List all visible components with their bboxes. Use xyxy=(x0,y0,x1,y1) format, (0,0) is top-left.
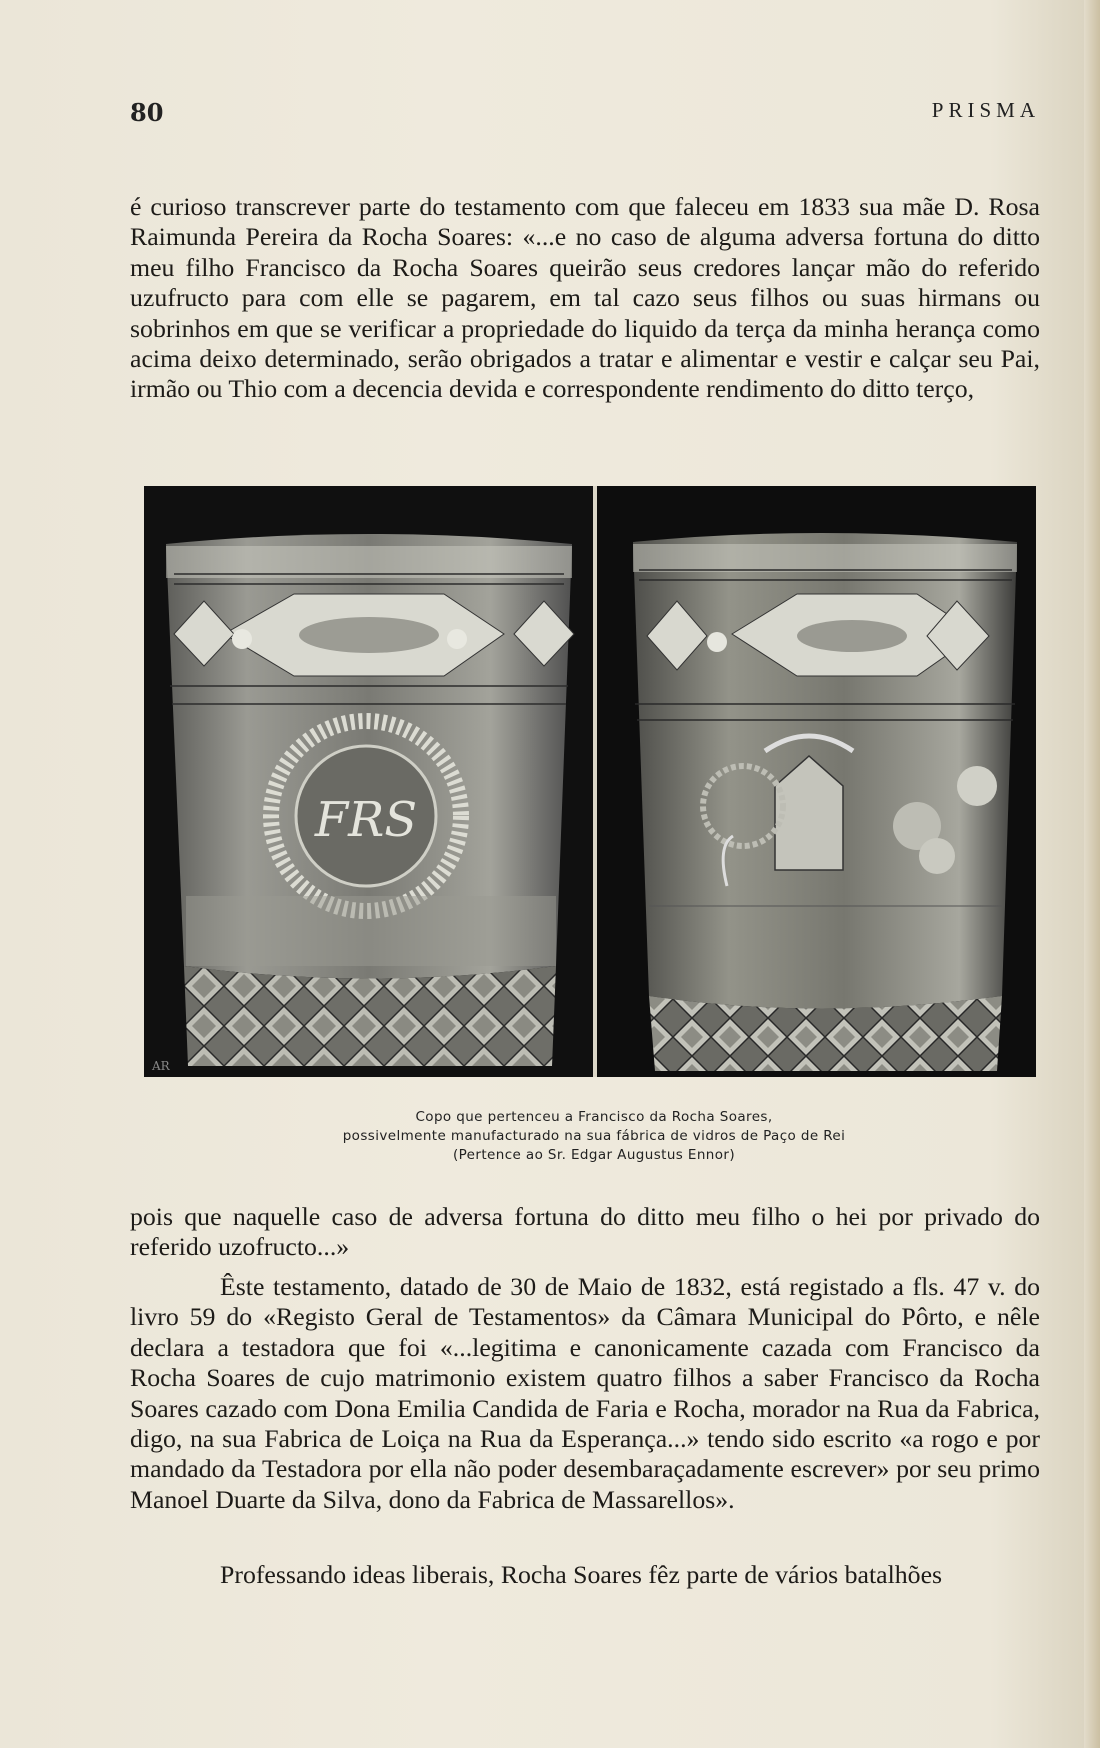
page-number: 80 xyxy=(130,98,164,127)
paragraph-top: é curioso transcrever parte do testamento com que faleceu em 1833 sua mãe D. Rosa Raimunda Pereira da Rocha Soares: «...e no caso de alguma adversa fortuna do ditto meu filho Francisco da Rocha Soares queirão seus credores lançar mão do referido uzufructo para com elle se pagarem, em tal cazo seus filhos ou suas hirmans ou sobrinhos em que se verificar a propriedade do liquido da terça da minha herança como acima deixo determinado, serão obrigados a tratar e alimentar e vestir e calçar seu Pai, irmão ou Thio com a decencia devida e correspondente rendimento do ditto terço, xyxy=(130,192,1040,404)
photo-glass-urn xyxy=(597,486,1036,1077)
running-title: PRISMA xyxy=(931,98,1040,122)
caption-line: possivelmente manufacturado na sua fábrica de vidros de Paço de Rei xyxy=(342,1128,846,1144)
paragraph-liberal: Professando ideas liberais, Rocha Soares fêz parte de vários batalhões xyxy=(220,1560,943,1589)
caption-line: Copo que pertenceu a Francisco da Rocha Soares, xyxy=(415,1109,773,1125)
paragraph-testament: Êste testamento, datado de 30 de Maio de 1832, está registado a fls. 47 v. do livro 59 do «Registo Geral de Testamentos» da Câmara Municipal do Pôrto, e nêle declara a testadora que foi «...legitima e canonicamente cazada com Francisco da Rocha Soares de cujo matrimonio existem quatro filhos a saber Francisco da Rocha Soares cazado com Dona Emilia Candida de Faria e Rocha, morador na Rua da Fabrica, digo, na sua Fabrica de Loiça na Rua da Esperança...» tendo sido escrito «a rogo e por mandado da Testadora por ella não poder desembaraçadamente escrever» por seu primo Manoel Duarte da Silva, dono da Fabrica de Massarellos». xyxy=(130,1272,1040,1514)
photo-signature: AR xyxy=(152,1059,170,1073)
paragraph-continuation: pois que naquelle caso de adversa fortuna do ditto meu filho o hei por privado do referido uzofructo...» xyxy=(130,1202,1040,1262)
glass-photographs xyxy=(144,486,1036,1077)
page-header xyxy=(130,98,1040,138)
photo-glass-monogram xyxy=(144,486,593,1077)
figure-caption xyxy=(244,1108,944,1165)
page-edge xyxy=(1084,0,1100,1748)
monogram-text: FRS xyxy=(314,792,418,848)
caption-line: (Pertence ao Sr. Edgar Augustus Ennor) xyxy=(452,1147,736,1163)
